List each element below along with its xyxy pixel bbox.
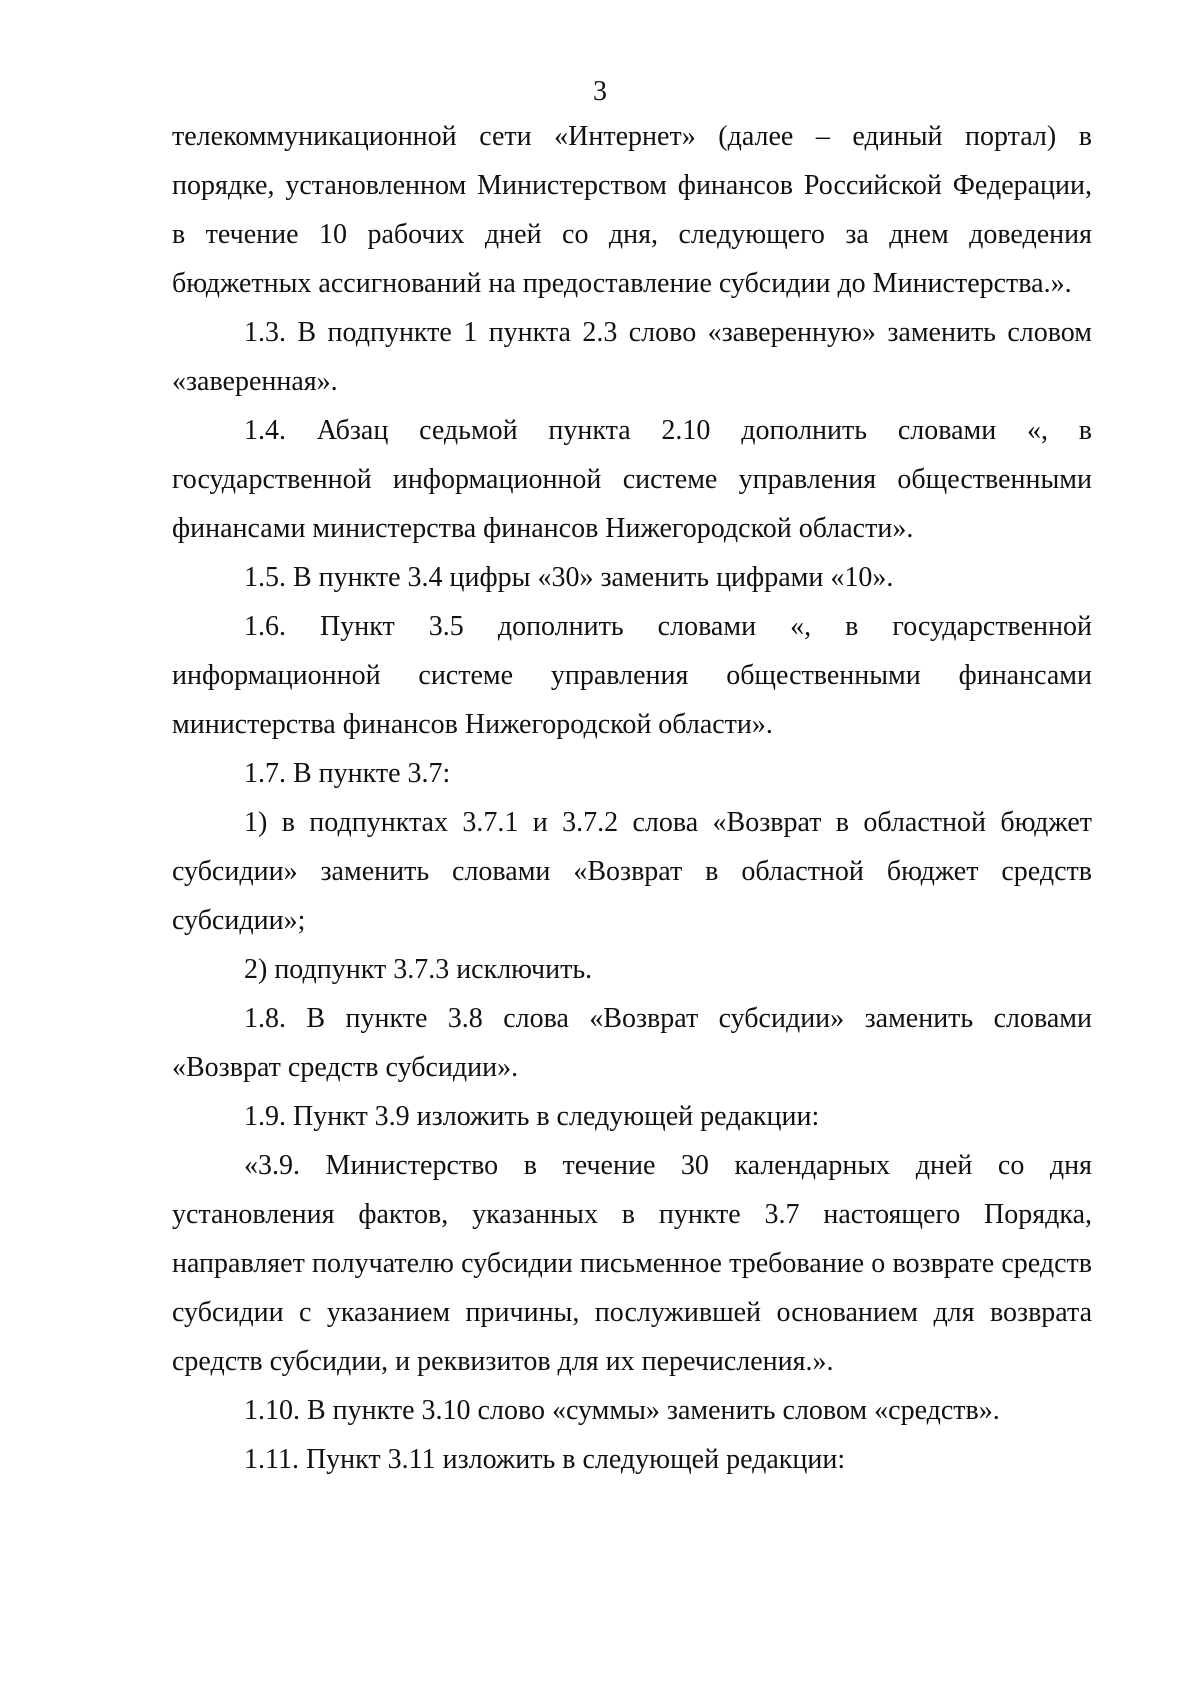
paragraph-1-3: 1.3. В подпункте 1 пункта 2.3 слово «заверенную» заменить словом «заверенная». <box>172 317 1092 397</box>
paragraph-1-7: 1.7. В пункте 3.7: <box>244 758 451 789</box>
paragraph-1-6: 1.6. Пункт 3.5 дополнить словами «, в государственной информационной системе управления общественными финансами министерства финансов Нижегородской области». <box>172 611 1092 740</box>
paragraph-1-10: 1.10. В пункте 3.10 слово «суммы» заменить словом «средств». <box>244 1395 1000 1426</box>
paragraph-1-9: 1.9. Пункт 3.9 изложить в следующей редакции: <box>244 1101 820 1132</box>
page-number: 3 <box>593 76 607 107</box>
paragraph-1-5: 1.5. В пункте 3.4 цифры «30» заменить цифрами «10». <box>244 562 894 593</box>
paragraph-1-4: 1.4. Абзац седьмой пункта 2.10 дополнить словами «, в государственной информационной системе управления общественными финансами министерства финансов Нижегородской области». <box>172 415 1092 544</box>
paragraph-continuation: телекоммуникационной сети «Интернет» (далее – единый портал) в порядке, установленном Министерством финансов Российской Федерации, в течение 10 рабочих дней со дня, следующего за днем доведения бюджетных ассигнований на предоставление субсидии до Министерства.». <box>172 121 1092 299</box>
document-body <box>172 112 1092 1484</box>
paragraph-1-7-item-1: 1) в подпунктах 3.7.1 и 3.7.2 слова «Возврат в областной бюджет субсидии» заменить словами «Возврат в областной бюджет средств субсидии»; <box>172 807 1092 936</box>
paragraph-1-11: 1.11. Пункт 3.11 изложить в следующей редакции: <box>244 1444 846 1475</box>
paragraph-3-9-quote: «3.9. Министерство в течение 30 календарных дней со дня установления фактов, указанных в пункте 3.7 настоящего Порядка, направляет получателю субсидии письменное требование о возврате средств субсидии с указанием причины, послужившей основанием для возврата средств субсидии, и реквизитов для их перечисления.». <box>172 1150 1092 1377</box>
paragraph-1-7-item-2: 2) подпункт 3.7.3 исключить. <box>244 954 593 985</box>
paragraph-1-8: 1.8. В пункте 3.8 слова «Возврат субсидии» заменить словами «Возврат средств субсидии». <box>172 1003 1092 1083</box>
